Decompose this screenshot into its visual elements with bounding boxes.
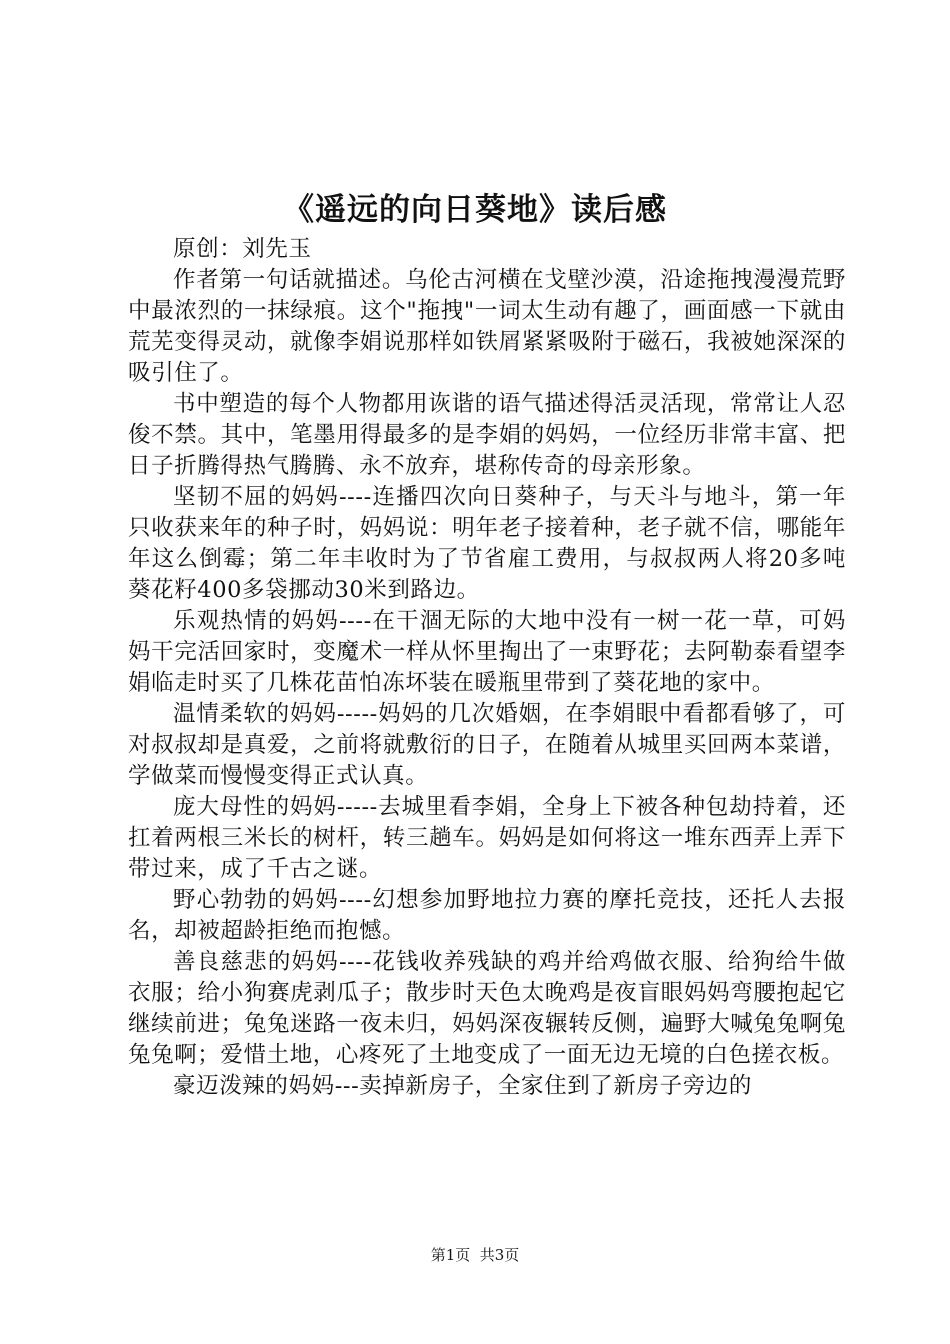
page-number-label: 第1页 共3页	[430, 1246, 520, 1264]
document-body	[128, 234, 846, 1102]
paragraph: 乐观热情的妈妈----在干涸无际的大地中没有一树一花一草，可妈妈干完活回家时，变魔术一样从怀里掏出了一束野花；去阿勒泰看望李娟临走时买了几株花苗怕冻坏装在暖瓶里带到了葵花地的家中。	[128, 608, 846, 696]
paragraph: 作者第一句话就描述。乌伦古河横在戈壁沙漠，沿途拖拽漫漫荒野中最浓烈的一抹绿痕。这个"拖拽"一词太生动有趣了，画面感一下就由荒芜变得灵动，就像李娟说那样如铁屑紧紧吸附于磁石，我被她深深的吸引住了。	[128, 267, 846, 386]
document-title: 《遥远的向日葵地》读后感	[283, 192, 667, 228]
author-line: 原创：刘先玉	[173, 236, 312, 262]
paragraph: 善良慈悲的妈妈----花钱收养残缺的鸡并给鸡做衣服、给狗给牛做衣服；给小狗赛虎剥瓜子；散步时天色太晚鸡是夜盲眼妈妈弯腰抱起它继续前进；兔兔迷路一夜未归，妈妈深夜辗转反侧，遍野大喊兔兔啊兔兔兔啊；爱惜土地，心疼死了土地变成了一面无边无境的白色搓衣板。	[128, 949, 846, 1068]
paragraph: 温情柔软的妈妈-----妈妈的几次婚姻，在李娟眼中看都看够了，可对叔叔却是真爱，之前将就敷衍的日子，在随着从城里买回两本菜谱，学做菜而慢慢变得正式认真。	[128, 701, 846, 789]
paragraph: 坚韧不屈的妈妈----连播四次向日葵种子，与天斗与地斗，第一年只收获来年的种子时，妈妈说：明年老子接着种，老子就不信，哪能年年这么倒霉；第二年丰收时为了节省雇工费用，与叔叔两人将20多吨葵花籽400多袋挪动30米到路边。	[128, 484, 846, 603]
paragraph: 书中塑造的每个人物都用诙谐的语气描述得活灵活现，常常让人忍俊不禁。其中，笔墨用得最多的是李娟的妈妈，一位经历非常丰富、把日子折腾得热气腾腾、永不放弃，堪称传奇的母亲形象。	[128, 391, 846, 479]
paragraph: 野心勃勃的妈妈----幻想参加野地拉力赛的摩托竞技，还托人去报名，却被超龄拒绝而抱憾。	[128, 887, 846, 944]
paragraph: 豪迈泼辣的妈妈---卖掉新房子，全家住到了新房子旁边的	[173, 1073, 753, 1099]
paragraph: 庞大母性的妈妈-----去城里看李娟，全身上下被各种包劫持着，还扛着两根三米长的树杆，转三趟车。妈妈是如何将这一堆东西弄上弄下带过来，成了千古之谜。	[128, 794, 846, 882]
page-footer	[0, 1244, 950, 1266]
